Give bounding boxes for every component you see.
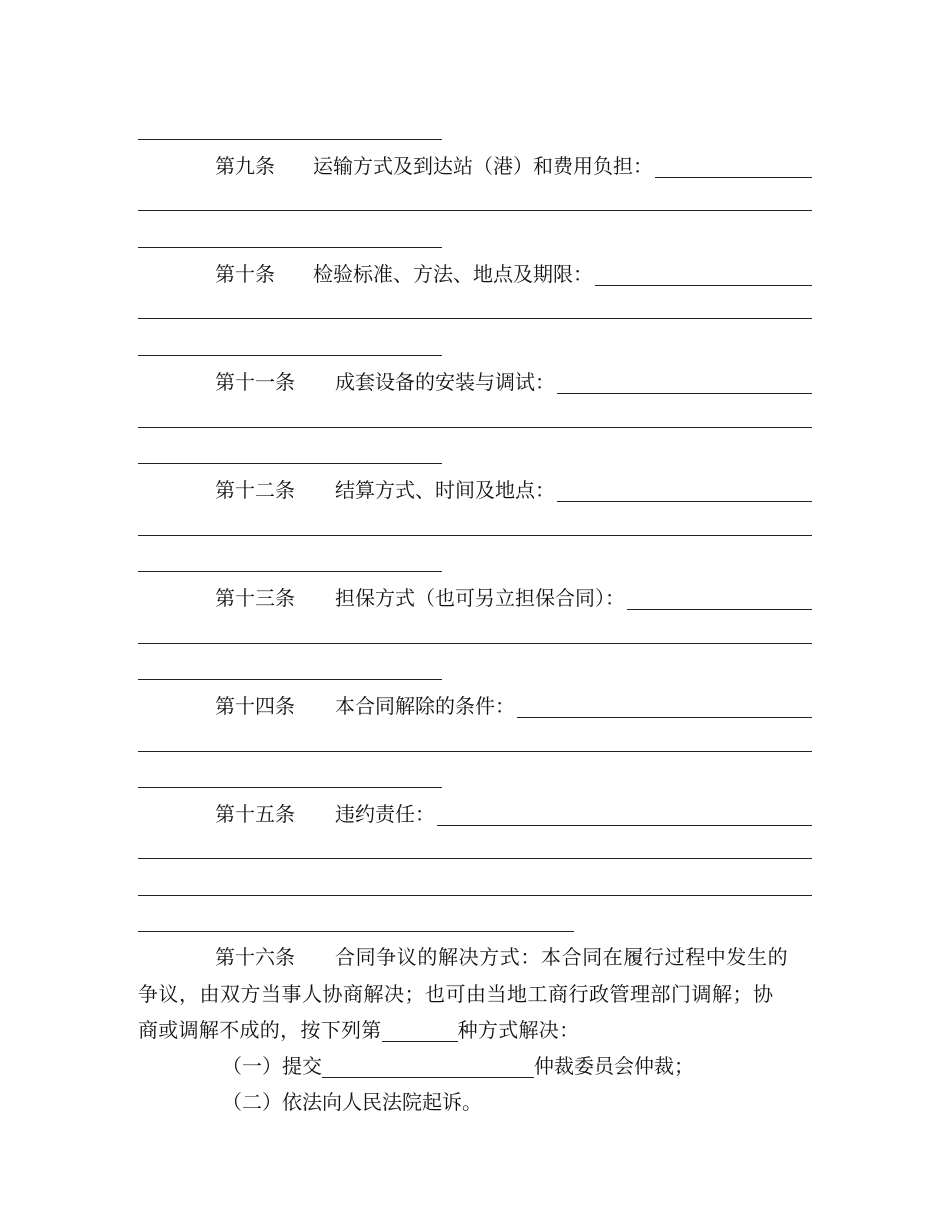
article-title: 本合同解除的条件： [335,694,515,718]
article-16-text: 商或调解不成的，按下列第 [138,1018,382,1042]
article-title: 成套设备的安装与调试： [335,370,555,394]
blank-line[interactable] [138,247,442,248]
article-title: 结算方式、时间及地点： [335,478,555,502]
option-1 [222,1054,694,1078]
article-13-heading [215,586,812,610]
blank-line[interactable] [138,535,812,536]
blank-line[interactable] [138,318,812,319]
article-10-heading [215,262,812,286]
article-15-heading [215,802,812,826]
article-number: 第十三条 [215,586,295,610]
blank-line[interactable] [138,210,812,211]
article-16-text: 争议，由双方当事人协商解决；也可由当地工商行政管理部门调解；协 [138,982,774,1006]
blank-line[interactable] [138,679,442,680]
blank-line[interactable] [138,858,812,859]
blank-line[interactable] [138,355,442,356]
blank-line[interactable] [627,591,812,610]
article-title: 违约责任： [335,802,435,826]
option-2 [222,1090,482,1114]
blank-line[interactable] [138,931,574,932]
blank-line[interactable] [517,699,812,718]
blank-line[interactable] [138,643,812,644]
article-title: 担保方式（也可另立担保合同）： [335,586,625,610]
option-text: （二）依法向人民法院起诉。 [222,1090,482,1114]
article-11-heading [215,370,812,394]
article-number: 第十五条 [215,802,295,826]
article-number: 第十二条 [215,478,295,502]
blank-line[interactable] [138,427,812,428]
article-9-heading [215,154,812,178]
article-14-heading [215,694,812,718]
blank-line[interactable] [138,463,442,464]
article-16-line-2 [138,982,812,1006]
article-number: 第十条 [215,262,275,286]
article-title: 检验标准、方法、地点及期限： [313,262,593,286]
article-number: 第九条 [215,154,275,178]
blank-line[interactable] [595,267,812,286]
article-16-text: 合同争议的解决方式：本合同在履行过程中发生的 [335,945,789,969]
arbitration-commission-field[interactable] [322,1059,534,1078]
article-16-line-1 [215,945,812,969]
article-16-text: 种方式解决： [457,1018,580,1042]
blank-line[interactable] [655,159,812,178]
blank-line[interactable] [138,751,812,752]
article-16-line-3 [138,1018,812,1042]
option-text: （一）提交 [222,1054,322,1078]
blank-line[interactable] [557,375,812,394]
blank-line[interactable] [437,807,812,826]
choice-number-field[interactable] [382,1023,458,1042]
blank-line[interactable] [138,139,442,140]
article-title: 运输方式及到达站（港）和费用负担： [313,154,653,178]
article-number: 第十一条 [215,370,295,394]
blank-line[interactable] [138,571,442,572]
article-12-heading [215,478,812,502]
article-number: 第十四条 [215,694,295,718]
blank-line[interactable] [557,483,812,502]
option-text: 仲裁委员会仲裁； [534,1054,694,1078]
blank-line[interactable] [138,787,442,788]
article-number: 第十六条 [215,945,295,969]
blank-line[interactable] [138,895,812,896]
